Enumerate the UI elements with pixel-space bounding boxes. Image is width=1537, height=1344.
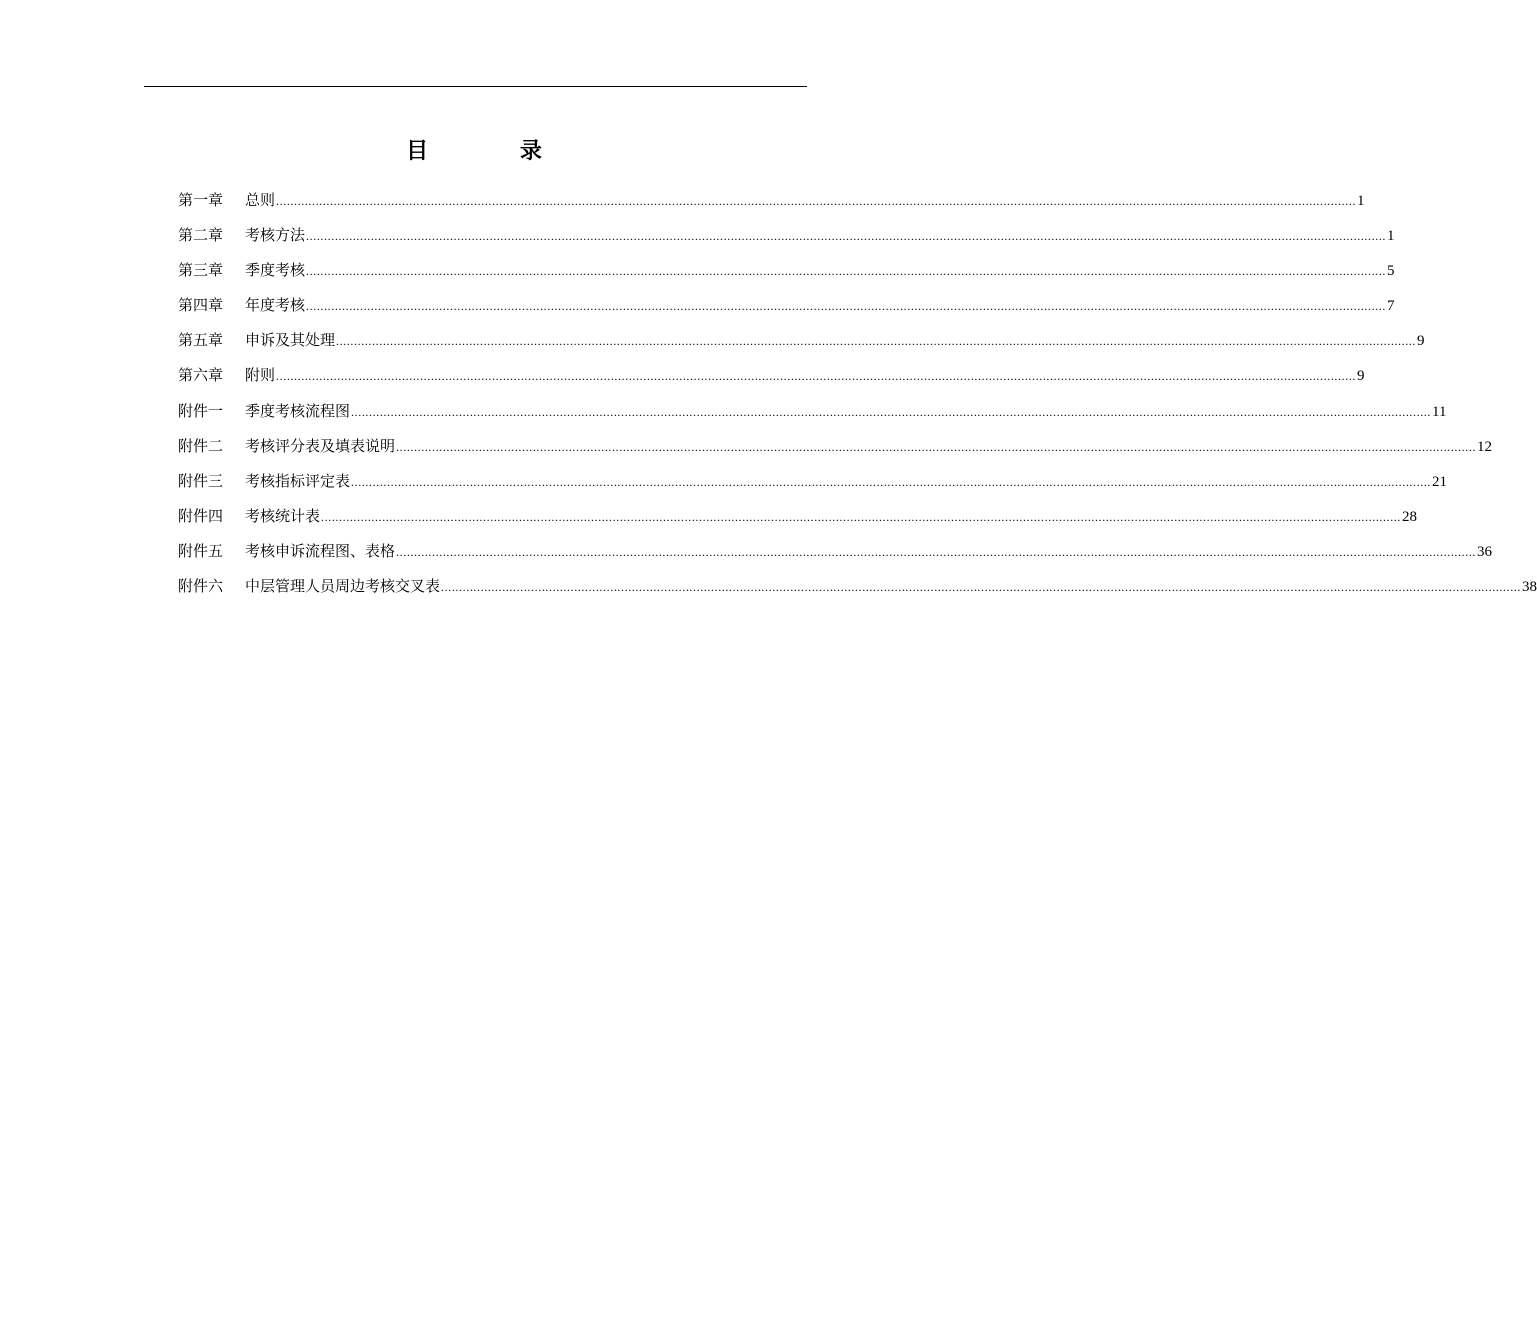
toc-entry-label: 第四章 bbox=[178, 296, 224, 315]
toc-entry-text: 考核方法 bbox=[245, 226, 306, 245]
toc-entry-label: 附件一 bbox=[178, 401, 224, 420]
toc-entry-text: 年度考核 bbox=[245, 296, 306, 315]
toc-entry[interactable] bbox=[178, 467, 1448, 502]
toc-entry-page: 28 bbox=[1402, 508, 1418, 525]
toc-leader-dots: ............................................................................................................................................................................................................................................................................................................ bbox=[351, 404, 1432, 419]
toc-entry-page: 5 bbox=[1387, 263, 1395, 280]
toc-entry-text: 考核申诉流程图、表格 bbox=[245, 541, 396, 560]
toc-entry[interactable] bbox=[178, 397, 1447, 432]
toc-entry-label: 附件五 bbox=[178, 541, 224, 560]
toc-entry[interactable] bbox=[178, 572, 1537, 607]
toc-entry[interactable] bbox=[178, 432, 1493, 467]
toc-entry-page: 9 bbox=[1357, 368, 1365, 385]
toc-entry-label: 第五章 bbox=[178, 331, 224, 350]
toc-leader-dots: ............................................................................................................................................................................................................................................................................................................ bbox=[306, 299, 1387, 314]
toc-title: 目 录 bbox=[406, 138, 584, 164]
toc-leader-dots: ............................................................................................................................................................................................................................................................................................................ bbox=[276, 369, 1357, 384]
toc-entry-page: 1 bbox=[1357, 193, 1365, 209]
toc-entry-text: 季度考核 bbox=[245, 261, 306, 280]
toc-entry-text: 总则 bbox=[245, 191, 276, 209]
toc-entry-page: 21 bbox=[1432, 473, 1448, 490]
toc-entry-label: 附件六 bbox=[178, 577, 224, 596]
toc-leader-dots: ............................................................................................................................................................................................................................................................................................................ bbox=[441, 580, 1522, 595]
toc-entry-text: 中层管理人员周边考核交叉表 bbox=[245, 577, 441, 596]
toc-leader-dots: ............................................................................................................................................................................................................................................................................................................ bbox=[396, 544, 1477, 559]
toc-entry[interactable] bbox=[178, 221, 1395, 256]
toc-entry[interactable] bbox=[178, 537, 1493, 572]
toc-entry-label: 第六章 bbox=[178, 366, 224, 385]
toc-entry-text: 申诉及其处理 bbox=[245, 331, 336, 350]
toc-leader-dots: ............................................................................................................................................................................................................................................................................................................ bbox=[321, 509, 1402, 524]
toc-entry-label: 第一章 bbox=[178, 191, 224, 209]
toc-leader-dots: ............................................................................................................................................................................................................................................................................................................ bbox=[306, 229, 1387, 244]
toc-entry[interactable] bbox=[178, 361, 1365, 396]
toc-entry[interactable] bbox=[178, 326, 1425, 361]
toc-entry-label: 附件二 bbox=[178, 436, 224, 455]
toc-entry-text: 附则 bbox=[245, 366, 276, 385]
toc-leader-dots: ............................................................................................................................................................................................................................................................................................................ bbox=[306, 264, 1387, 279]
toc-entry-label: 第三章 bbox=[178, 261, 224, 280]
toc-leader-dots: ............................................................................................................................................................................................................................................................................................................ bbox=[351, 474, 1432, 489]
toc-leader-dots: ............................................................................................................................................................................................................................................................................................................ bbox=[336, 334, 1417, 349]
header-rule bbox=[144, 86, 807, 87]
toc-entry-label: 第二章 bbox=[178, 226, 224, 245]
toc-entry-page: 36 bbox=[1477, 543, 1493, 560]
toc-entry[interactable] bbox=[178, 186, 1365, 221]
toc-entry-text: 考核指标评定表 bbox=[245, 471, 351, 490]
toc-list bbox=[178, 186, 1537, 607]
toc-entry[interactable] bbox=[178, 256, 1395, 291]
toc-leader-dots: ............................................................................................................................................................................................................................................................................................................ bbox=[276, 194, 1357, 208]
toc-entry-text: 考核评分表及填表说明 bbox=[245, 436, 396, 455]
toc-entry-page: 38 bbox=[1522, 579, 1537, 596]
toc-entry[interactable] bbox=[178, 502, 1418, 537]
toc-entry-label: 附件三 bbox=[178, 471, 224, 490]
toc-entry-page: 1 bbox=[1387, 228, 1395, 245]
toc-entry-page: 9 bbox=[1417, 333, 1425, 350]
toc-entry-text: 季度考核流程图 bbox=[245, 401, 351, 420]
toc-entry-page: 7 bbox=[1387, 298, 1395, 315]
toc-entry-label: 附件四 bbox=[178, 506, 224, 525]
toc-leader-dots: ............................................................................................................................................................................................................................................................................................................ bbox=[396, 439, 1477, 454]
toc-entry-text: 考核统计表 bbox=[245, 506, 321, 525]
toc-entry-page: 12 bbox=[1477, 438, 1493, 455]
toc-entry-page: 11 bbox=[1432, 403, 1447, 420]
toc-entry[interactable] bbox=[178, 291, 1395, 326]
